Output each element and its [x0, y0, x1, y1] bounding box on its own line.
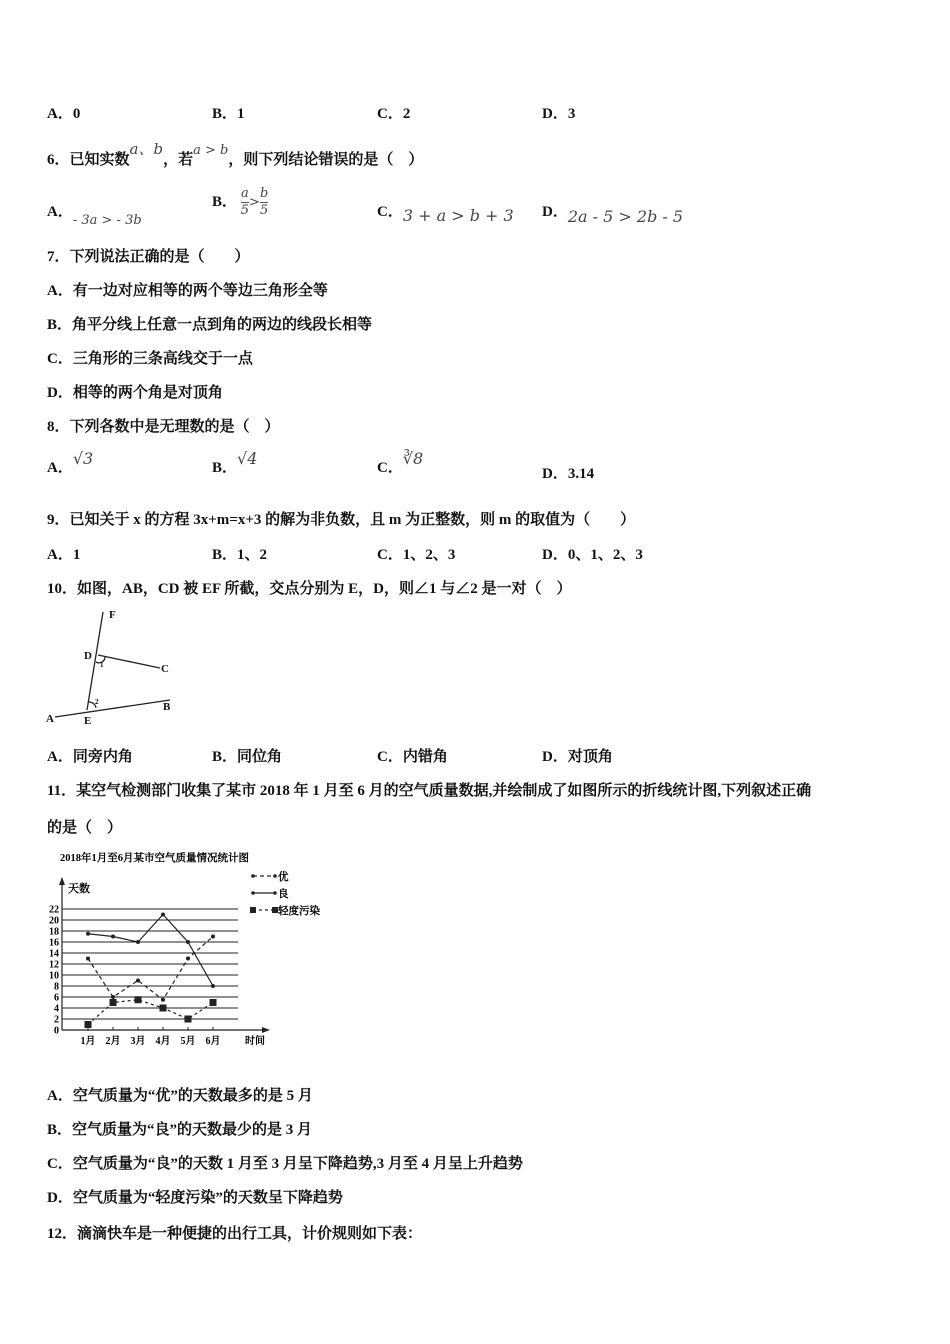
x-tick-label: 4月	[155, 1036, 171, 1047]
data-point	[161, 998, 165, 1002]
label-d: D	[84, 650, 92, 662]
q9-option-c[interactable]: C．1、2、3	[377, 547, 456, 563]
legend-marker	[251, 891, 255, 895]
x-tick-label: 5月	[180, 1036, 196, 1047]
q5-option-c[interactable]: C．2	[377, 106, 411, 122]
x-tick-label: 6月	[205, 1036, 221, 1047]
q9-stem: 9．已知关于 x 的方程 3x+m=x+3 的解为非负数，且 m 为正整数，则 m 的取值为（ ）	[47, 512, 636, 528]
q7-option-a[interactable]: A．有一边对应相等的两个等边三角形全等	[47, 283, 328, 299]
fraction-a-over-5	[241, 186, 249, 219]
legend-label: 轻度污染	[278, 906, 320, 917]
denominator: 5	[259, 203, 269, 218]
q9-option-a[interactable]: A．1	[47, 547, 81, 563]
legend-marker	[273, 874, 277, 878]
option-math: 3.14	[567, 466, 595, 482]
data-point	[110, 999, 117, 1006]
q5-option-a[interactable]: A．0	[47, 106, 81, 122]
q9-option-b[interactable]: B．1、2	[212, 547, 268, 563]
y-tick-label: 6	[54, 992, 59, 1004]
y-tick-label: 18	[49, 926, 59, 938]
option-math: - 3a > - 3b	[72, 213, 142, 228]
option-label: C．	[377, 204, 403, 220]
q9-option-d[interactable]: D．0、1、2、3	[542, 547, 643, 563]
q10-stem: 10．如图，AB，CD 被 EF 所截，交点分别为 E，D，则∠1 与∠2 是一对（ ）	[47, 581, 572, 597]
legend-label: 良	[278, 889, 289, 900]
q8-stem: 8．下列各数中是无理数的是（ ）	[47, 419, 280, 435]
geometry-figure	[40, 600, 190, 730]
q10-option-d[interactable]: D．对顶角	[542, 749, 613, 765]
label-angle-1: 1	[100, 661, 104, 669]
q6-option-c[interactable]	[377, 200, 514, 225]
q7-option-c[interactable]: C．三角形的三条高线交于一点	[47, 351, 253, 367]
q12-stem: 12．滴滴快车是一种便捷的出行工具，计价规则如下表：	[47, 1226, 423, 1242]
gt-sign: >	[249, 194, 260, 210]
q5-option-d[interactable]: D．3	[542, 106, 576, 122]
q10-option-a[interactable]: A．同旁内角	[47, 749, 133, 765]
chart-title: 2018年1月至6月某市空气质量情况统计图	[60, 853, 249, 864]
data-point	[210, 999, 217, 1006]
legend-marker	[250, 907, 256, 913]
q10-option-c[interactable]: C．内错角	[377, 749, 448, 765]
q6-option-d[interactable]	[542, 200, 684, 226]
air-quality-line-chart	[40, 845, 340, 1050]
q6-vars: a、b	[129, 140, 164, 158]
q6-condition: a > b	[193, 143, 229, 158]
x-axis-arrow	[262, 1027, 270, 1033]
y-axis-label: 天数	[68, 883, 90, 895]
q6-stem-text: 6．已知实数	[47, 152, 130, 168]
x-tick-label: 2月	[105, 1036, 121, 1047]
q11-option-b[interactable]: B．空气质量为“良”的天数最少的是 3 月	[47, 1122, 313, 1138]
label-b: B	[163, 701, 171, 713]
option-label: A．	[47, 460, 73, 476]
label-c: C	[161, 663, 169, 675]
y-tick-label: 22	[49, 904, 59, 916]
option-label: D．	[542, 466, 568, 482]
option-math: 2a - 5 > 2b - 5	[567, 207, 684, 226]
data-point	[211, 984, 215, 988]
data-point	[86, 932, 90, 936]
q7-option-d[interactable]: D．相等的两个角是对顶角	[47, 385, 223, 401]
option-label: B．	[212, 460, 238, 476]
label-f: F	[109, 609, 116, 621]
y-axis-arrow	[59, 877, 65, 885]
data-point	[136, 940, 140, 944]
q8-option-a[interactable]	[47, 449, 94, 477]
q11-stem-line2: 的是（ ）	[47, 820, 123, 836]
q8-option-c[interactable]	[377, 449, 424, 477]
q7-stem: 7．下列说法正确的是（ ）	[47, 249, 250, 265]
data-point	[111, 995, 115, 999]
y-tick-label: 16	[49, 937, 59, 949]
label-angle-2: 2	[95, 698, 99, 706]
x-tick-label: 3月	[130, 1036, 146, 1047]
q11-stem-line1: 11．某空气检测部门收集了某市 2018 年 1 月至 6 月的空气质量数据,并绘制成了如图所示的折线统计图,下列叙述正确	[47, 783, 812, 799]
q11-option-c[interactable]: C．空气质量为“良”的天数 1 月至 3 月呈下降趋势,3 月至 4 月呈上升趋势	[47, 1156, 523, 1172]
y-tick-label: 2	[54, 1014, 59, 1026]
data-point	[135, 996, 142, 1003]
series-line-2	[88, 1000, 213, 1025]
line-ab	[55, 700, 170, 717]
data-point	[136, 979, 140, 983]
y-tick-label: 14	[49, 948, 59, 960]
y-tick-label: 0	[54, 1025, 59, 1037]
y-tick-label: 8	[54, 981, 59, 993]
data-point	[211, 935, 215, 939]
numerator: b	[259, 186, 269, 201]
numerator: a	[241, 186, 249, 201]
q10-option-b[interactable]: B．同位角	[212, 749, 283, 765]
option-label: A．	[47, 204, 73, 220]
series-line-0	[88, 937, 213, 1000]
x-axis-label: 时间	[245, 1036, 265, 1047]
option-math: 3 + a > b + 3	[402, 206, 514, 225]
legend-marker	[251, 874, 255, 878]
q7-option-b[interactable]: B．角平分线上任意一点到角的两边的线段长相等	[47, 317, 373, 333]
q6-stem	[47, 140, 424, 169]
option-math: ∛8	[402, 449, 424, 468]
option-label: D．	[542, 204, 568, 220]
option-label: C．	[377, 460, 403, 476]
option-math: √3	[72, 449, 94, 468]
y-tick-label: 4	[54, 1003, 59, 1015]
q8-option-b[interactable]	[212, 449, 258, 477]
label-e: E	[84, 715, 92, 727]
q11-option-d[interactable]: D．空气质量为“轻度污染”的天数呈下降趋势	[47, 1190, 343, 1206]
y-tick-label: 12	[49, 959, 59, 971]
data-point	[186, 957, 190, 961]
data-point	[186, 940, 190, 944]
data-point	[161, 913, 165, 917]
data-point	[160, 1005, 167, 1012]
fraction-b-over-5	[260, 186, 268, 219]
y-tick-label: 20	[49, 915, 59, 927]
denominator: 5	[240, 203, 250, 218]
legend-label: 优	[278, 872, 289, 883]
data-point	[86, 957, 90, 961]
x-tick-label: 1月	[80, 1036, 96, 1047]
option-math: √4	[237, 449, 258, 468]
data-point	[111, 935, 115, 939]
q6-option-b[interactable]	[212, 186, 268, 219]
data-point	[85, 1021, 92, 1028]
q6-stem-text-c: ，则下列结论错误的是（ ）	[228, 152, 424, 168]
legend-marker	[273, 891, 277, 895]
label-a: A	[46, 713, 54, 725]
option-label: B．	[212, 193, 238, 210]
q6-stem-text-b: ，若	[163, 152, 194, 168]
q5-option-b[interactable]: B．1	[212, 106, 245, 122]
q11-option-a[interactable]: A．空气质量为“优”的天数最多的是 5 月	[47, 1088, 313, 1104]
data-point	[185, 1016, 192, 1023]
q6-option-a[interactable]	[47, 200, 142, 228]
y-tick-label: 10	[49, 970, 59, 982]
line-dc	[98, 655, 160, 668]
q8-option-d[interactable]	[542, 462, 594, 483]
